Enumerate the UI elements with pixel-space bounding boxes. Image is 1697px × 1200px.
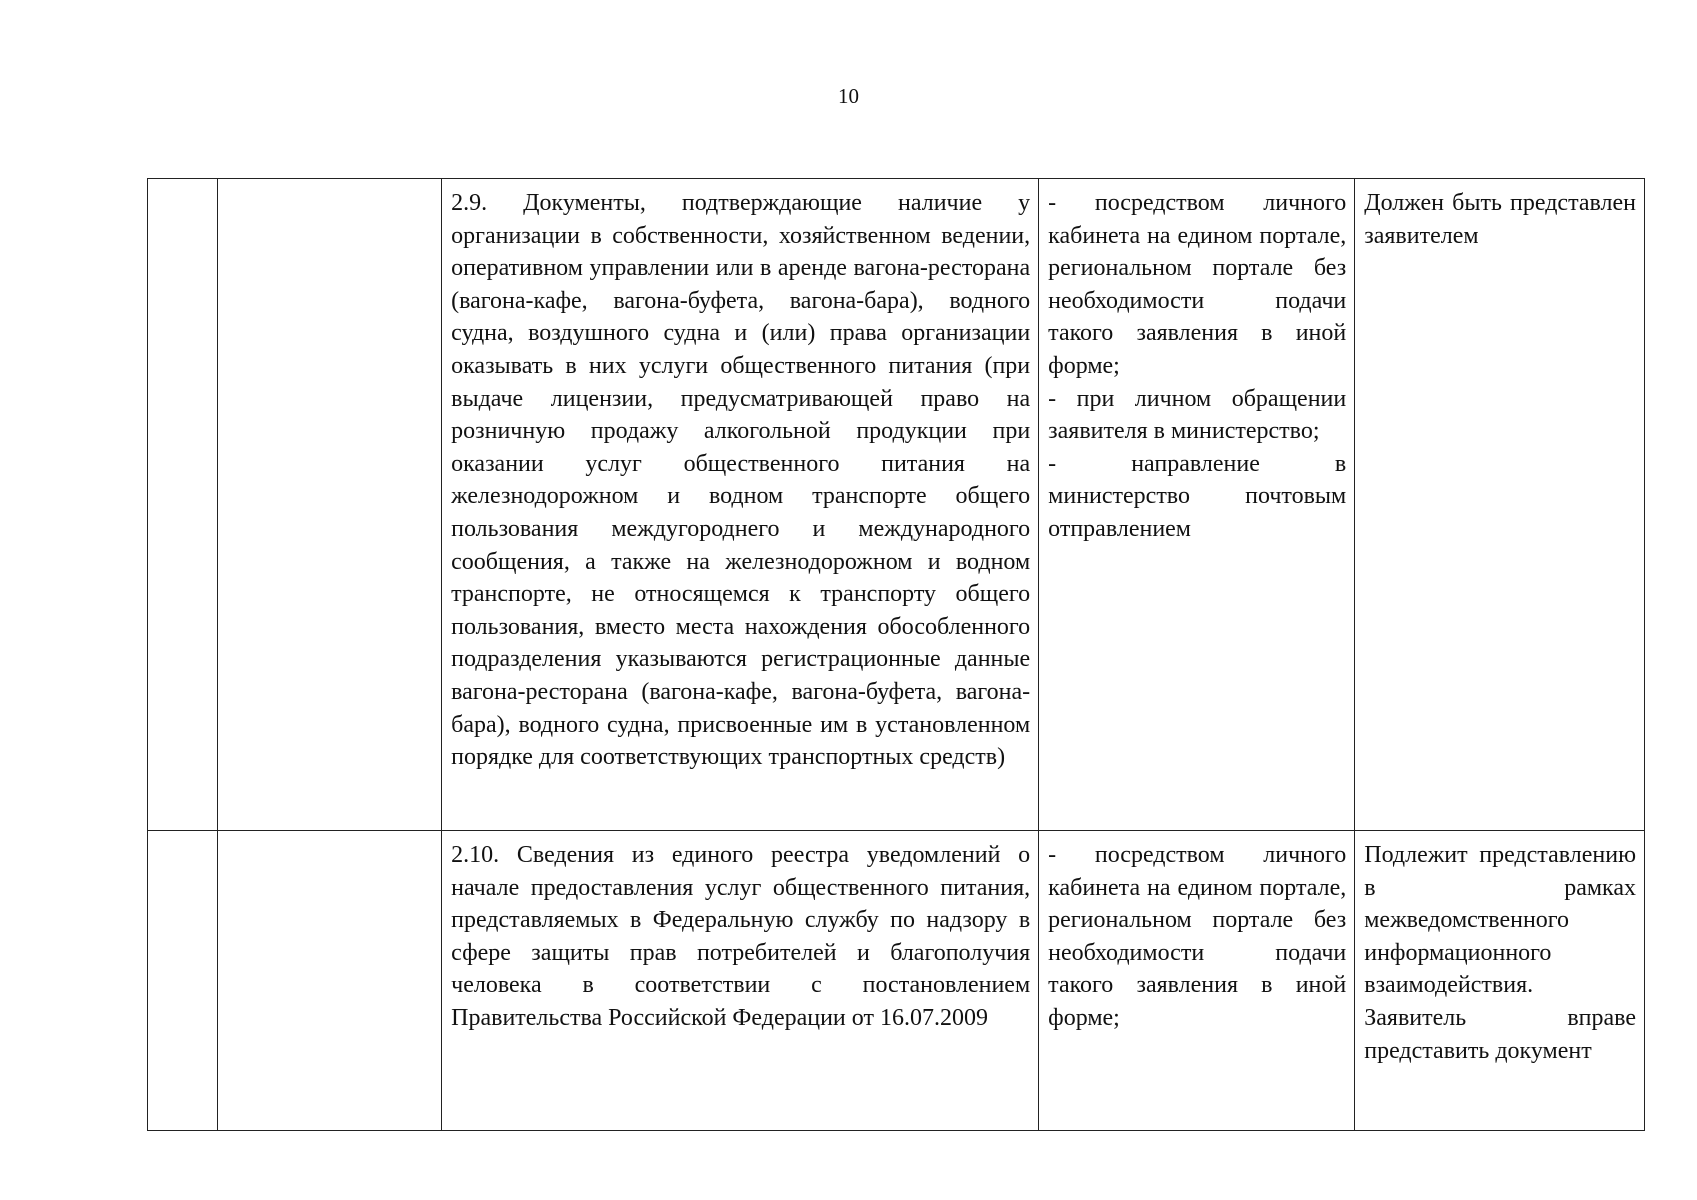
document-text: 2.9. Документы, подтверждающие наличие у организации в собственности, хозяйственном ведении, оперативном управлении или в аренде вагона-ресторана (вагона-кафе, вагона-буфета, вагона-бара), водного судна, воздушного судна и (или) права организации оказывать в них услуги общественного питания (при выдаче лицензии, предусматривающей право на розничную продажу алкогольной продукции при оказании услуг общественного питания на железнодорожном и водном транспорте общего пользования междугороднего и международного сообщения, а также на железнодорожном и водном транспорте, не относящемся к транспорту общего пользования, вместо места нахождения обособленного подразделения указываются регистрационные данные вагона-ресторана (вагона-кафе, вагона-буфета, вагона-бара), водного судна, присвоенные им в установленном порядке для соответствующих транспортных средств) xyxy=(451,190,1031,771)
service-cell xyxy=(218,179,442,831)
document-cell xyxy=(442,179,1039,831)
method-cell xyxy=(1039,831,1355,1131)
note-item: Подлежит представлению в рамках межведомственного информационного взаимодействия. xyxy=(1364,842,1636,999)
note-cell xyxy=(1355,831,1645,1131)
page-number: 10 xyxy=(838,84,859,108)
note-cell xyxy=(1355,179,1645,831)
method-item: - при личном обращении заявителя в министерство; xyxy=(1048,385,1347,445)
method-item: - посредством личного кабинета на едином портале, региональном портале без необходимости подачи такого заявления в иной форме; xyxy=(1048,842,1347,1031)
method-item: - посредством личного кабинета на едином портале, региональном портале без необходимости подачи такого заявления в иной форме; xyxy=(1048,190,1347,379)
method-item: - направление в министерство почтовым отправлением xyxy=(1048,450,1347,542)
document-cell xyxy=(442,831,1039,1131)
method-cell xyxy=(1039,179,1355,831)
service-cell xyxy=(218,831,442,1131)
note-item: Должен быть представлен заявителем xyxy=(1364,190,1636,249)
number-cell xyxy=(148,179,218,831)
table-row xyxy=(148,831,1645,1131)
table-row xyxy=(148,179,1645,831)
documents-table xyxy=(147,178,1645,1131)
number-cell xyxy=(148,831,218,1131)
document-text: 2.10. Сведения из единого реестра уведомлений о начале предоставления услуг общественного питания, представляемых в Федеральную службу по надзору в сфере защиты прав потребителей и благополучия человека в соответствии с постановлением Правительства Российской Федерации от 16.07.2009 xyxy=(451,842,1031,1031)
note-item: Заявитель вправе представить документ xyxy=(1364,1004,1636,1064)
